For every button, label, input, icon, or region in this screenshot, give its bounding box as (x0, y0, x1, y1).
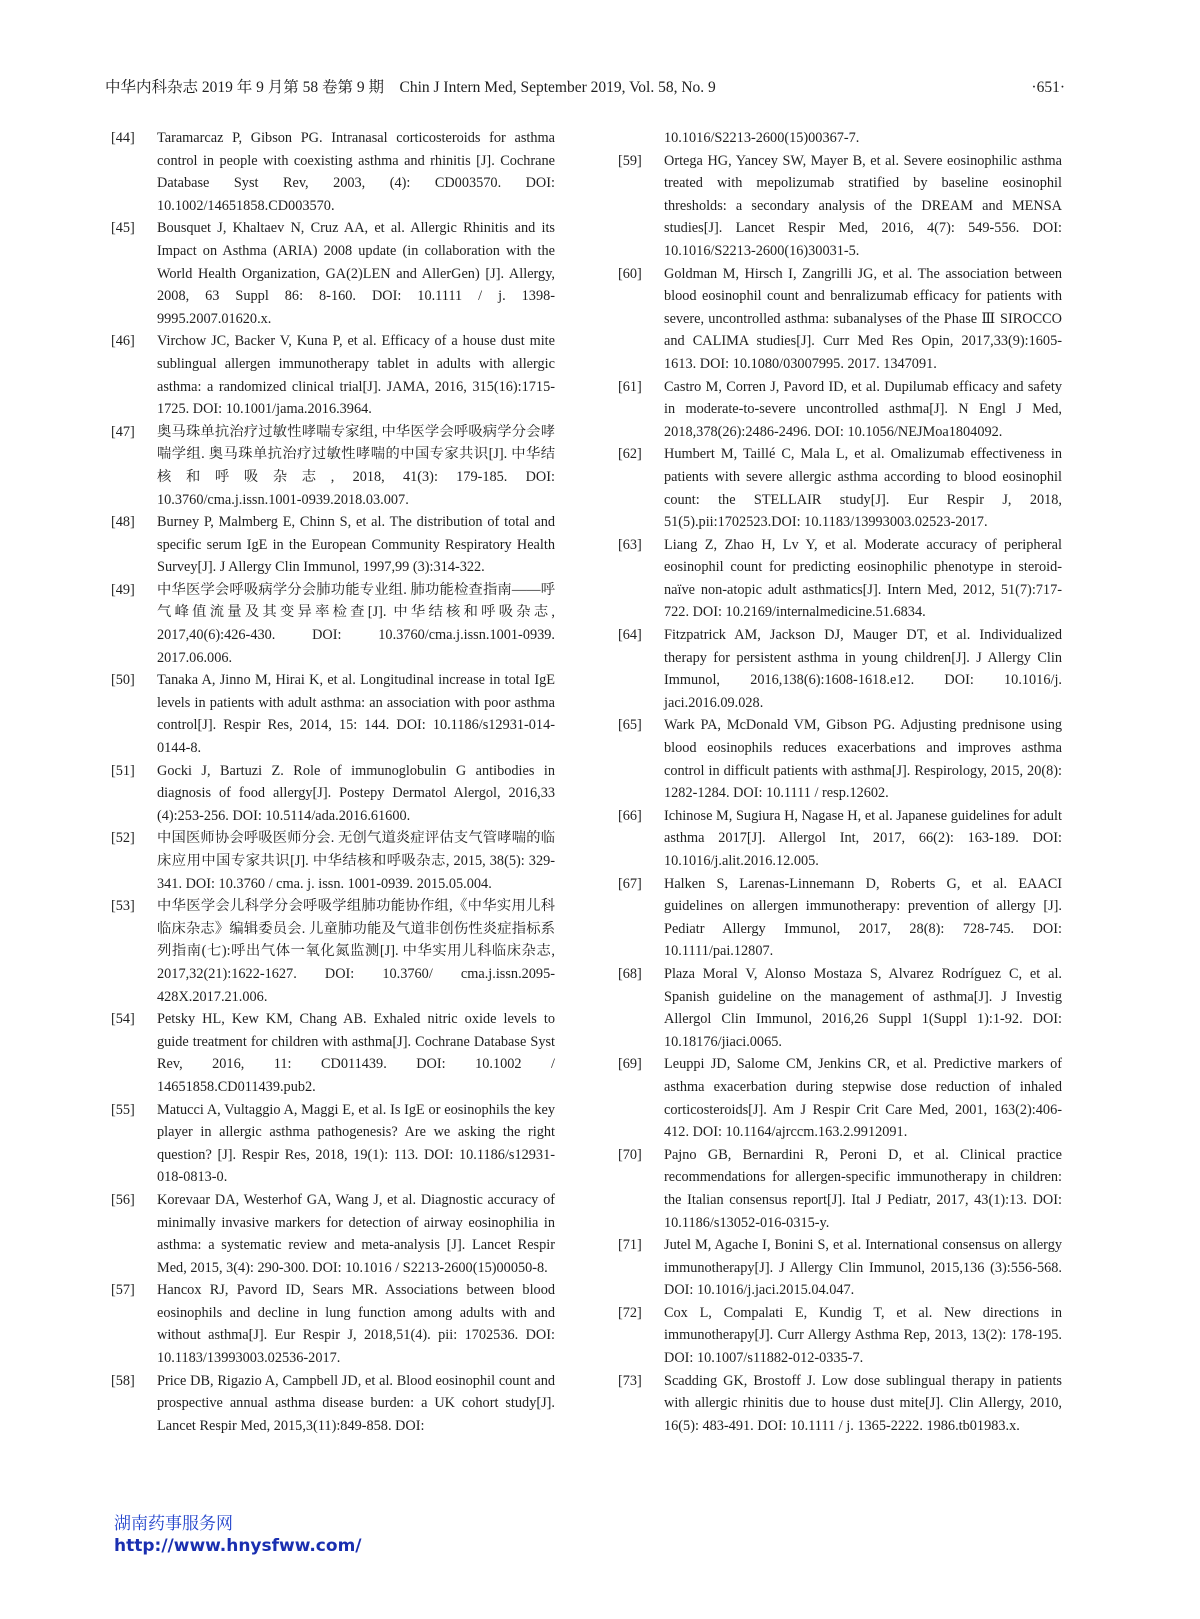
watermark-url[interactable]: http://www.hnysfww.com/ (114, 1536, 362, 1556)
reference-number: [64] (618, 627, 642, 644)
watermark (114, 1513, 362, 1557)
reference-text: Virchow JC, Backer V, Kuna P, et al. Efficacy of a house dust mite sublingual allergen immunotherapy tablet in adults with allergic asthma: a randomized clinical trial[J]. JAMA, 2016, 315(16):1715-1725. DOI: 10.1001/jama.2016.3964. (157, 333, 555, 418)
reference-number: [45] (111, 220, 135, 237)
reference-number: [53] (111, 898, 135, 915)
reference-number: [54] (111, 1011, 135, 1028)
reference-entry (612, 1144, 1062, 1234)
reference-text: Liang Z, Zhao H, Lv Y, et al. Moderate accuracy of peripheral eosinophil count for predicting eosinophilic phenotype in steroid-naïve non-atopic adult asthmatics[J]. Intern Med, 2012, 51(7):717-722. DOI: 10.2169/internalmedicine.51.6834. (664, 536, 1062, 621)
reference-entry (105, 1189, 555, 1279)
reference-number: [59] (618, 152, 642, 169)
reference-continuation: 10.1016/S2213-2600(15)00367-7. (664, 130, 860, 146)
reference-entry (612, 376, 1062, 444)
journal-header: 中华内科杂志 2019 年 9 月第 58 卷第 9 期 Chin J Intern Med, September 2019, Vol. 58, No. 9 (105, 79, 716, 96)
reference-number: [58] (111, 1372, 135, 1389)
reference-number: [60] (618, 265, 642, 282)
reference-entry (105, 1370, 555, 1438)
reference-number: [63] (618, 536, 642, 553)
reference-text: Tanaka A, Jinno M, Hirai K, et al. Longitudinal increase in total IgE levels in patients with adult asthma: an association with poor asthma control[J]. Respir Res, 2014, 15: 144. DOI: 10.1186/s12931-014-0144-8. (157, 672, 555, 757)
reference-text: Plaza Moral V, Alonso Mostaza S, Alvarez Rodríguez C, et al. Spanish guideline on the management of asthma[J]. J Investig Allergol Clin Immunol, 2016,26 Suppl 1(Suppl 1):1-92. DOI: 10.18176/jiaci.0065. (664, 965, 1062, 1050)
reference-number: [50] (111, 672, 135, 689)
reference-number: [57] (111, 1282, 135, 1299)
reference-entry (105, 511, 555, 579)
reference-text: Pajno GB, Bernardini R, Peroni D, et al. Clinical practice recommendations for allergen-specific immunotherapy in children: the Italian consensus report[J]. Ital J Pediatr, 2017, 43(1):13. DOI: 10.1186/s13052-016-0315-y. (664, 1146, 1062, 1231)
reference-number: [47] (111, 423, 135, 440)
reference-entry (612, 873, 1062, 963)
reference-entry (612, 624, 1062, 714)
reference-number: [51] (111, 762, 135, 779)
reference-text: 中华医学会儿科学分会呼吸学组肺功能协作组,《中华实用儿科临床杂志》编辑委员会. 儿童肺功能及气道非创伤性炎症指标系列指南(七):呼出气体一氧化氮监测[J]. 中华实用儿科临床杂志, 2017,32(21):1622-1627. DOI: 10.3760/ cma.j.issn.2095-428X.2017.21.006. (157, 898, 555, 1005)
reference-column-right (612, 127, 1062, 1437)
reference-text: Fitzpatrick AM, Jackson DJ, Mauger DT, et al. Individualized therapy for persistent asthma in young children[J]. J Allergy Clin Immunol, 2016,138(6):1608-1618.e12. DOI: 10.1016/j. jaci.2016.09.028. (664, 627, 1062, 711)
reference-number: [68] (618, 965, 642, 982)
reference-entry (105, 895, 555, 1008)
reference-entry (612, 443, 1062, 533)
reference-number: [71] (618, 1237, 642, 1254)
reference-text: 中国医师协会呼吸医师分会. 无创气道炎症评估支气管哮喘的临床应用中国专家共识[J]. 中华结核和呼吸杂志, 2015, 38(5): 329-341. DOI: 10.3760 / cma. j. issn. 1001-0939. 2015.05.004. (157, 830, 555, 892)
reference-text: Bousquet J, Khaltaev N, Cruz AA, et al. Allergic Rhinitis and its Impact on Asthma (ARIA) 2008 update (in collaboration with the World Health Organization, GA(2)LEN and AllerGen) [J]. Allergy, 2008, 63 Suppl 86: 8-160. DOI: 10.1111 / j. 1398-9995.2007.01620.x. (157, 220, 555, 327)
running-header (105, 76, 1065, 100)
reference-text: Goldman M, Hirsch I, Zangrilli JG, et al. The association between blood eosinophil count and benralizumab efficacy for patients with severe, uncontrolled asthma: subanalyses of the Phase Ⅲ SIROCCO and CALIMA studies[J]. Curr Med Res Opin, 2017,33(9):1605-1613. DOI: 10.1080/03007995. 2017. 1347091. (664, 265, 1062, 372)
reference-text: Ortega HG, Yancey SW, Mayer B, et al. Severe eosinophilic asthma treated with mepolizumab stratified by baseline eosinophil thresholds: a secondary analysis of the DREAM and MENSA studies[J]. Lancet Respir Med, 2016, 4(7): 549-556. DOI: 10.1016/S2213-2600(16)30031-5. (664, 152, 1062, 259)
reference-text: Hancox RJ, Pavord ID, Sears MR. Associations between blood eosinophils and decline in lung function among adults with and without asthma[J]. Eur Respir J, 2018,51(4). pii: 1702536. DOI: 10.1183/13993003.02536-2017. (157, 1282, 555, 1367)
reference-number: [66] (618, 807, 642, 824)
reference-text: Leuppi JD, Salome CM, Jenkins CR, et al. Predictive markers of asthma exacerbation during stepwise dose reduction of inhaled corticosteroids[J]. Am J Respir Crit Care Med, 2001, 163(2):406-412. DOI: 10.1164/ajrccm.163.2.9912091. (664, 1056, 1062, 1141)
reference-text: Castro M, Corren J, Pavord ID, et al. Dupilumab efficacy and safety in moderate-to-severe uncontrolled asthma[J]. N Engl J Med, 2018,378(26):2486-2496. DOI: 10.1056/NEJMoa1804092. (664, 378, 1062, 440)
reference-text: Taramarcaz P, Gibson PG. Intranasal corticosteroids for asthma control in people with coexisting asthma and rhinitis [J]. Cochrane Database Syst Rev, 2003, (4): CD003570. DOI: 10.1002/14651858.CD003570. (157, 130, 555, 214)
reference-text: Matucci A, Vultaggio A, Maggi E, et al. Is IgE or eosinophils the key player in allergic asthma pathogenesis? Are we asking the right question? [J]. Respir Res, 2018, 19(1): 113. DOI: 10.1186/s12931-018-0813-0. (157, 1101, 555, 1186)
reference-entry (612, 1234, 1062, 1302)
reference-text: Petsky HL, Kew KM, Chang AB. Exhaled nitric oxide levels to guide treatment for children with asthma[J]. Cochrane Database Syst Rev, 2016, 11: CD011439. DOI: 10.1002 / 14651858.CD011439.pub2. (157, 1011, 555, 1095)
reference-number: [62] (618, 446, 642, 463)
reference-column-left (105, 127, 555, 1437)
reference-text: Cox L, Compalati E, Kundig T, et al. New directions in immunotherapy[J]. Curr Allergy Asthma Rep, 2013, 13(2): 178-195. DOI: 10.1007/s11882-012-0335-7. (664, 1304, 1062, 1367)
reference-number: [46] (111, 333, 135, 350)
reference-entry (105, 330, 555, 420)
page-number: ·651· (1031, 79, 1065, 96)
reference-entry (105, 217, 555, 330)
reference-text: Jutel M, Agache I, Bonini S, et al. International consensus on allergy immunotherapy[J]. J Allergy Clin Immunol, 2015,136 (3):556-568. DOI: 10.1016/j.jaci.2015.04.047. (664, 1237, 1062, 1299)
reference-number: [72] (618, 1304, 642, 1321)
reference-text: Scadding GK, Brostoff J. Low dose sublingual therapy in patients with allergic rhinitis due to house dust mite[J]. Clin Allergy, 2010, 16(5): 483-491. DOI: 10.1111 / j. 1365-2222. 1986.tb01983.x. (664, 1372, 1062, 1434)
reference-number: [70] (618, 1146, 642, 1163)
reference-entry (612, 534, 1062, 624)
reference-text: 奥马珠单抗治疗过敏性哮喘专家组, 中华医学会呼吸病学分会哮喘学组. 奥马珠单抗治疗过敏性哮喘的中国专家共识[J]. 中华结核和呼吸杂志, 2018, 41(3): 179-185. DOI: 10.3760/cma.j.issn.1001-0939.2018.03.007. (157, 423, 555, 508)
reference-number: [73] (618, 1372, 642, 1389)
reference-entry (105, 127, 555, 217)
reference-text: Price DB, Rigazio A, Campbell JD, et al. Blood eosinophil count and prospective annual asthma disease burden: a UK cohort study[J]. Lancet Respir Med, 2015,3(11):849-858. DOI: (157, 1372, 555, 1434)
reference-entry (612, 1053, 1062, 1143)
reference-number: [65] (618, 717, 642, 734)
reference-entry (105, 421, 555, 511)
reference-text: Humbert M, Taillé C, Mala L, et al. Omalizumab effectiveness in patients with severe allergic asthma according to blood eosinophil count: the STELLAIR study[J]. Eur Respir J, 2018, 51(5).pii:1702523.DOI: 10.1183/13993003.02523-2017. (664, 446, 1062, 531)
reference-number: [56] (111, 1191, 135, 1208)
reference-entry (105, 669, 555, 759)
reference-entry (612, 714, 1062, 804)
reference-text: Gocki J, Bartuzi Z. Role of immunoglobulin G antibodies in diagnosis of food allergy[J]. Postepy Dermatol Alergol, 2016,33 (4):253-256. DOI: 10.5114/ada.2016.61600. (157, 762, 555, 824)
watermark-site-name: 湖南药事服务网 (114, 1514, 233, 1534)
reference-entry (105, 1099, 555, 1189)
reference-text: 中华医学会呼吸病学分会肺功能专业组. 肺功能检查指南——呼气峰值流量及其变异率检查[J]. 中华结核和呼吸杂志, 2017,40(6):426-430. DOI: 10.3760/cma.j.issn.1001-0939. 2017.06.006. (157, 581, 555, 666)
reference-entry (105, 827, 555, 895)
reference-entry (105, 1279, 555, 1369)
reference-number: [48] (111, 514, 135, 531)
reference-entry (105, 760, 555, 828)
reference-entry (105, 1008, 555, 1098)
reference-number: [69] (618, 1056, 642, 1073)
reference-text: Ichinose M, Sugiura H, Nagase H, et al. Japanese guidelines for adult asthma 2017[J]. Allergol Int, 2017, 66(2): 163-189. DOI: 10.1016/j.alit.2016.12.005. (664, 807, 1062, 869)
reference-number: [55] (111, 1101, 135, 1118)
reference-entry (612, 263, 1062, 376)
reference-entry (612, 1302, 1062, 1370)
reference-number: [52] (111, 830, 135, 847)
reference-entry (612, 963, 1062, 1053)
reference-text: Burney P, Malmberg E, Chinn S, et al. The distribution of total and specific serum IgE in the European Community Respiratory Health Survey[J]. J Allergy Clin Immunol, 1997,99 (3):314-322. (157, 514, 555, 576)
reference-entry (612, 1370, 1062, 1438)
reference-number: [44] (111, 130, 135, 146)
reference-text: Wark PA, McDonald VM, Gibson PG. Adjusting prednisone using blood eosinophils reduces exacerbations and improves asthma control in difficult patients with asthma[J]. Respirology, 2015, 20(8): 1282-1284. DOI: 10.1111 / resp.12602. (664, 717, 1062, 802)
reference-text: Halken S, Larenas-Linnemann D, Roberts G, et al. EAACI guidelines on allergen immunotherapy: prevention of allergy [J]. Pediatr Allergy Immunol, 2017, 28(8): 728-745. DOI: 10.1111/pai.12807. (664, 875, 1062, 960)
reference-number: [49] (111, 581, 135, 598)
reference-number: [67] (618, 875, 642, 892)
reference-entry (612, 150, 1062, 263)
reference-entry (105, 579, 555, 669)
reference-entry (612, 805, 1062, 873)
reference-text: Korevaar DA, Westerhof GA, Wang J, et al. Diagnostic accuracy of minimally invasive markers for detection of airway eosinophilia in asthma: a systematic review and meta-analysis [J]. Lancet Respir Med, 2015, 3(4): 290-300. DOI: 10.1016 / S2213-2600(15)00050-8. (157, 1191, 555, 1276)
reference-number: [61] (618, 378, 642, 395)
